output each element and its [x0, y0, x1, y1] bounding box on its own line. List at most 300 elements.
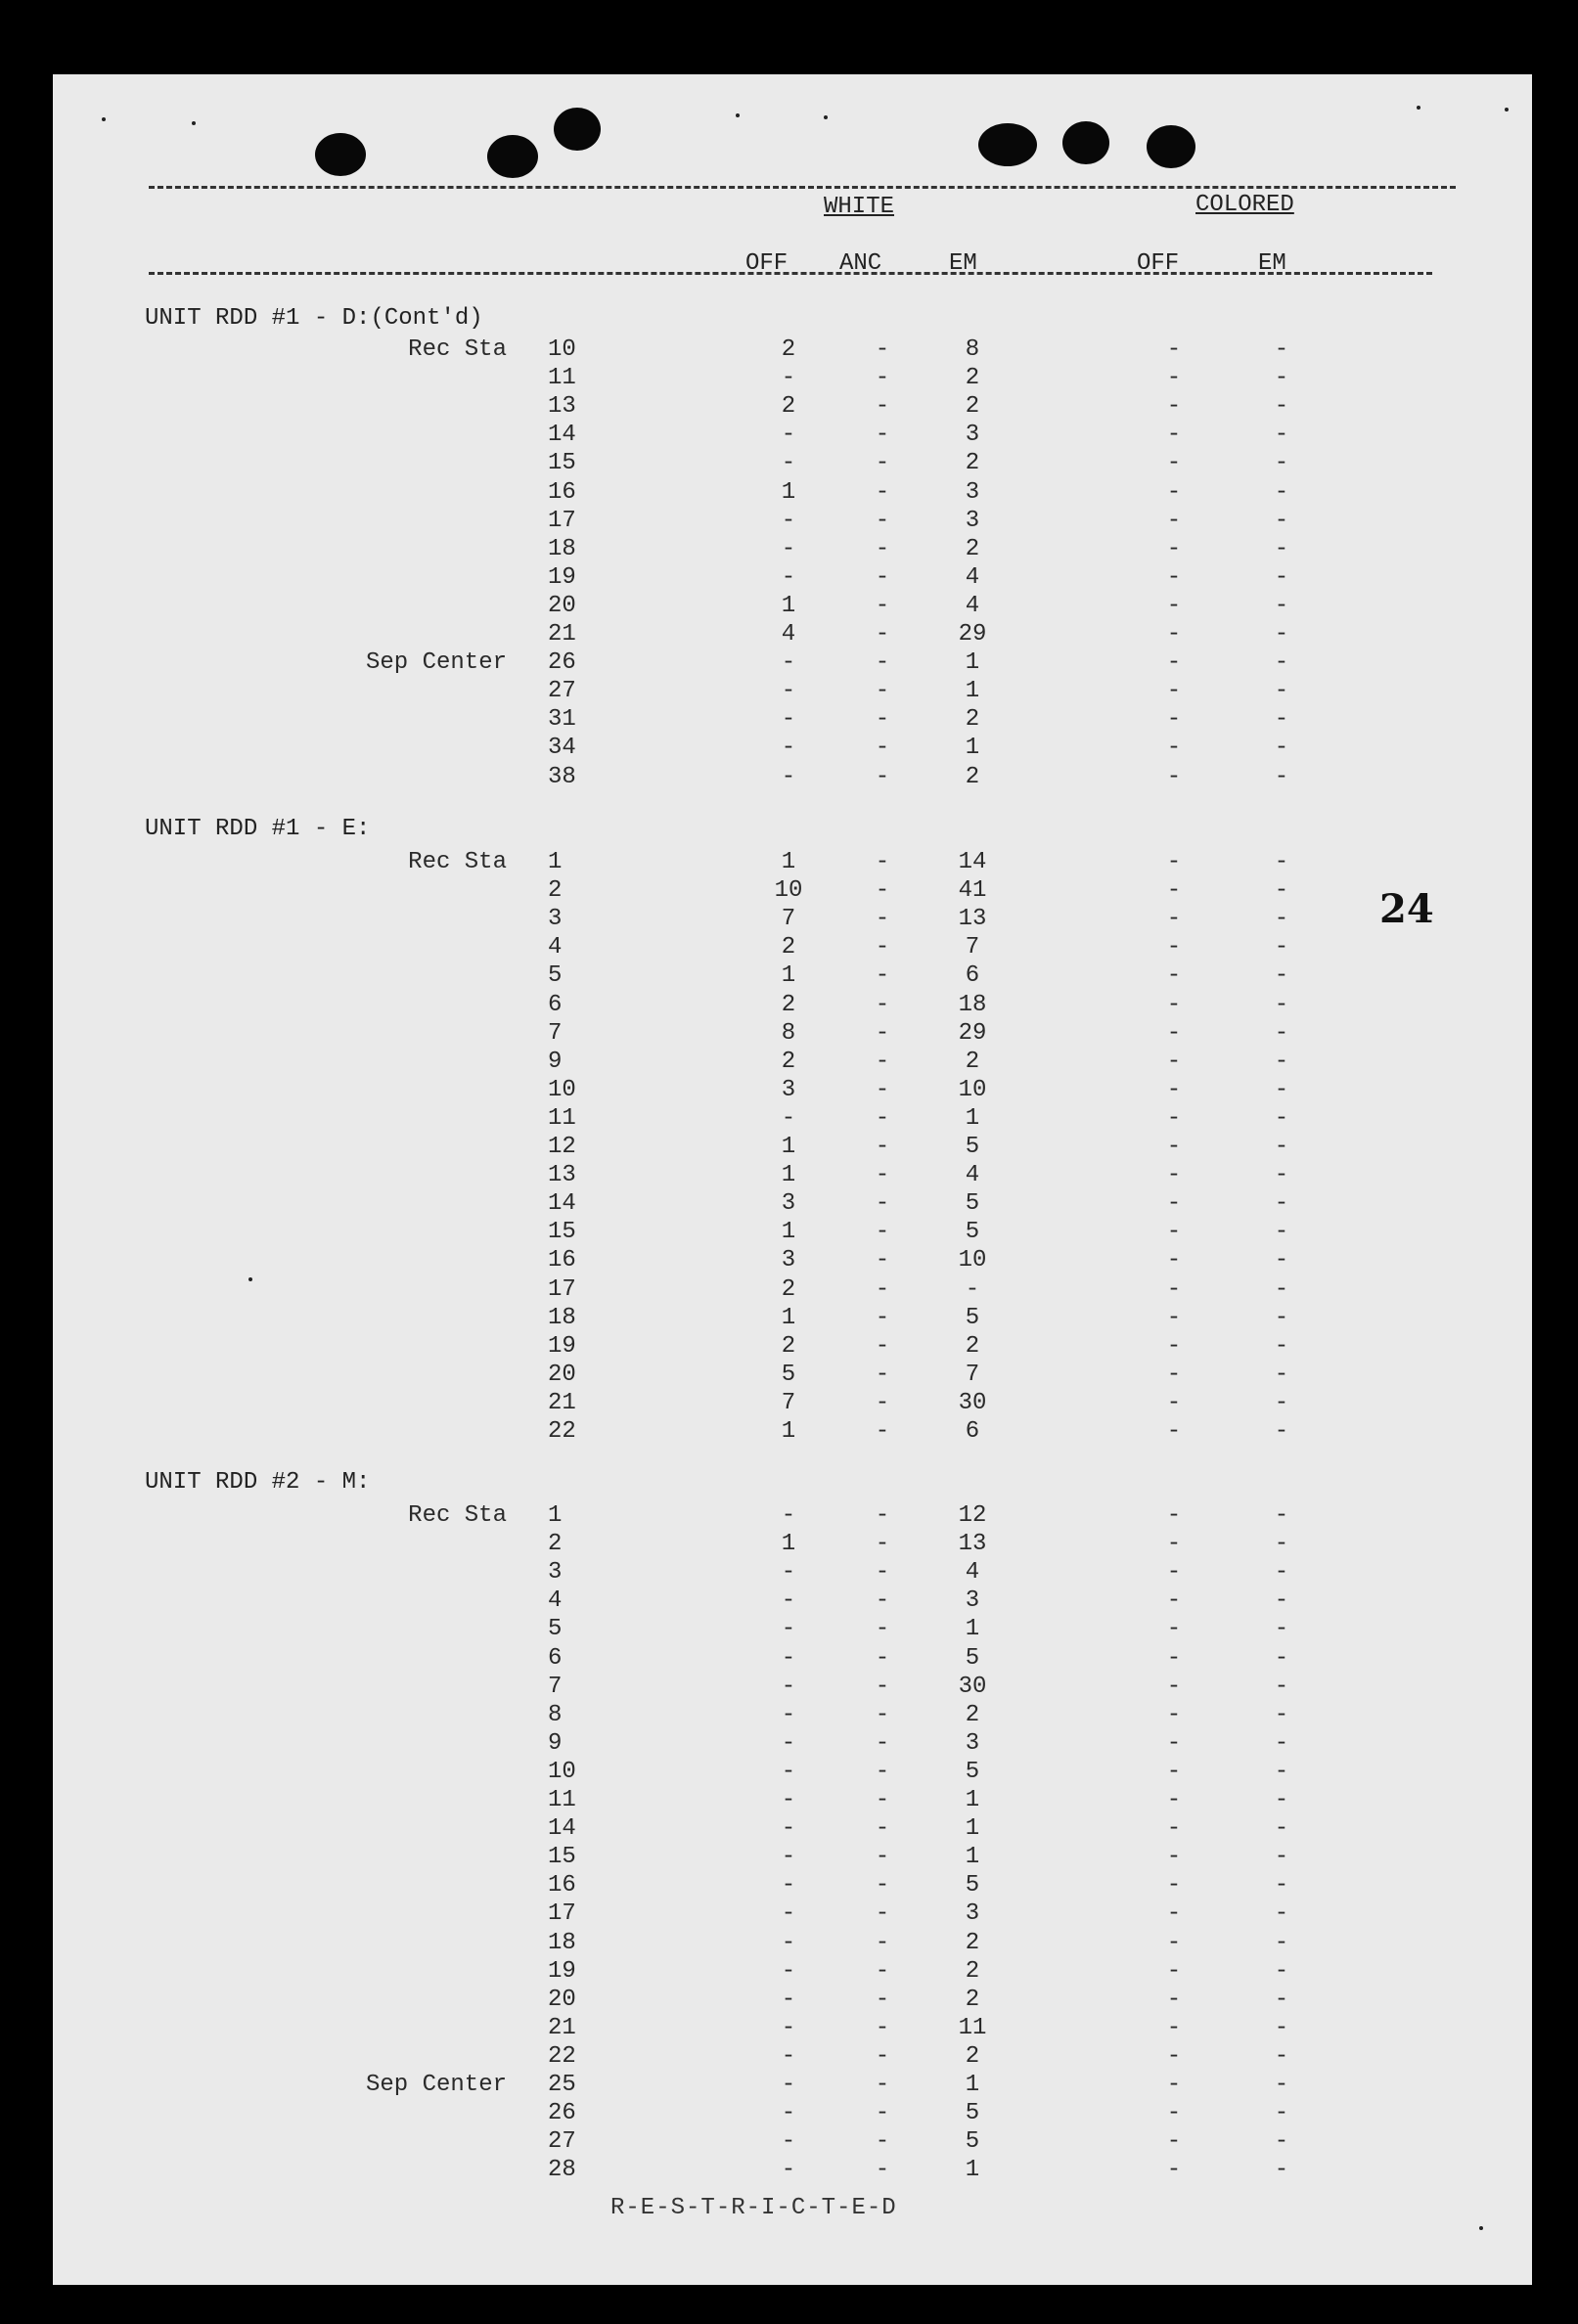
cell-num: 20	[548, 1986, 576, 2013]
cell-c-off: -	[1166, 1418, 1182, 1445]
cell-c-off: -	[1166, 563, 1182, 591]
cell-w-em: 4	[965, 1559, 980, 1587]
cell-num: 12	[548, 1134, 576, 1160]
cell-w-anc: -	[875, 1502, 890, 1529]
cell-c-em: -	[1274, 1900, 1289, 1928]
cell-w-em: 1	[965, 1844, 980, 1871]
cell-w-em: 13	[958, 906, 987, 933]
cell-c-em: -	[1274, 1872, 1289, 1899]
cell-w-em: 2	[965, 393, 980, 421]
header-rule-bottom	[149, 272, 1432, 275]
cell-c-off: -	[1166, 1361, 1182, 1388]
cell-w-off: -	[781, 1929, 796, 1956]
cell-w-off: 2	[781, 1048, 796, 1075]
header-colored: COLORED	[1195, 192, 1294, 218]
cell-c-em: -	[1274, 1048, 1289, 1075]
cell-c-em: -	[1274, 1729, 1289, 1757]
station-label: Sep Center	[365, 649, 507, 677]
cell-num: 4	[548, 1587, 563, 1615]
cell-c-em: -	[1274, 1644, 1289, 1672]
cell-c-em: -	[1274, 1418, 1289, 1445]
cell-w-em: 5	[965, 1758, 980, 1785]
cell-c-em: -	[1274, 1616, 1289, 1643]
cell-c-off: -	[1166, 1389, 1182, 1416]
cell-w-em: 1	[965, 1616, 980, 1643]
cell-w-anc: -	[875, 1701, 890, 1728]
cell-w-anc: -	[875, 1844, 890, 1871]
cell-w-anc: -	[875, 1787, 890, 1813]
col-header-colored-em: EM	[1258, 250, 1286, 277]
cell-w-em: 3	[965, 1587, 980, 1615]
cell-w-anc: -	[875, 2072, 890, 2098]
cell-w-off: -	[781, 563, 796, 591]
cell-num: 28	[548, 2157, 576, 2184]
cell-c-off: -	[1166, 1929, 1182, 1956]
cell-w-off: 2	[781, 934, 796, 961]
cell-w-anc: -	[875, 1587, 890, 1615]
cell-w-off: -	[781, 706, 796, 734]
cell-w-em: 2	[965, 1332, 980, 1360]
cell-w-em: 5	[965, 1190, 980, 1218]
cell-w-anc: -	[875, 962, 890, 990]
cell-w-anc: -	[875, 1758, 890, 1785]
cell-w-off: 2	[781, 1275, 796, 1303]
cell-c-em: -	[1274, 934, 1289, 961]
cell-w-off: -	[781, 1104, 796, 1132]
cell-w-off: -	[781, 1502, 796, 1529]
cell-w-em: 2	[965, 1048, 980, 1075]
cell-w-em: 3	[965, 422, 980, 449]
cell-w-anc: -	[875, 849, 890, 875]
cell-w-off: 5	[781, 1361, 796, 1388]
cell-num: 26	[548, 2100, 576, 2127]
cell-w-anc: -	[875, 763, 890, 790]
cell-c-em: -	[1274, 2072, 1289, 2098]
cell-num: 14	[548, 422, 576, 449]
cell-w-off: 1	[781, 962, 796, 990]
cell-num: 18	[548, 1304, 576, 1331]
cell-w-off: -	[781, 1844, 796, 1871]
cell-c-em: -	[1274, 763, 1289, 790]
cell-c-em: -	[1274, 1219, 1289, 1246]
cell-w-em: 1	[965, 2157, 980, 2184]
cell-w-anc: -	[875, 649, 890, 677]
cell-c-off: -	[1166, 934, 1182, 961]
cell-w-anc: -	[875, 393, 890, 421]
cell-c-off: -	[1166, 2042, 1182, 2070]
cell-c-em: -	[1274, 393, 1289, 421]
cell-c-off: -	[1166, 2014, 1182, 2041]
cell-w-em: 1	[965, 735, 980, 762]
cell-w-off: 1	[781, 1304, 796, 1331]
cell-w-off: -	[781, 507, 796, 534]
cell-w-off: 1	[781, 1162, 796, 1189]
cell-w-em: 2	[965, 763, 980, 790]
cell-w-off: -	[781, 763, 796, 790]
punch-hole	[554, 108, 601, 151]
cell-w-off: 7	[781, 1389, 796, 1416]
cell-c-em: -	[1274, 1019, 1289, 1047]
cell-num: 26	[548, 649, 576, 677]
scan-speck	[248, 1277, 252, 1281]
cell-w-anc: -	[875, 934, 890, 961]
cell-w-off: -	[781, 535, 796, 562]
cell-c-em: -	[1274, 906, 1289, 933]
cell-c-off: -	[1166, 2157, 1182, 2184]
cell-w-off: -	[781, 649, 796, 677]
cell-w-em: 1	[965, 2072, 980, 2098]
cell-c-em: -	[1274, 649, 1289, 677]
cell-w-em: 30	[958, 1673, 987, 1700]
cell-w-anc: -	[875, 1048, 890, 1075]
cell-num: 14	[548, 1815, 576, 1843]
cell-w-off: -	[781, 2100, 796, 2127]
cell-w-anc: -	[875, 2042, 890, 2070]
cell-c-em: -	[1274, 849, 1289, 875]
cell-c-em: -	[1274, 962, 1289, 990]
cell-w-anc: -	[875, 906, 890, 933]
cell-c-off: -	[1166, 2128, 1182, 2156]
scan-speck	[102, 117, 106, 121]
cell-c-off: -	[1166, 1304, 1182, 1331]
cell-c-em: -	[1274, 621, 1289, 648]
cell-c-off: -	[1166, 2072, 1182, 2098]
cell-w-anc: -	[875, 2157, 890, 2184]
cell-w-anc: -	[875, 422, 890, 449]
cell-num: 16	[548, 1872, 576, 1899]
cell-w-em: 7	[965, 1361, 980, 1388]
cell-c-em: -	[1274, 592, 1289, 619]
cell-w-anc: -	[875, 2100, 890, 2127]
cell-w-off: 1	[781, 1219, 796, 1246]
cell-num: 11	[548, 1104, 576, 1132]
cell-w-em: 3	[965, 478, 980, 506]
cell-c-em: -	[1274, 1134, 1289, 1160]
cell-w-off: 3	[781, 1247, 796, 1274]
cell-num: 13	[548, 1162, 576, 1189]
cell-w-anc: -	[875, 706, 890, 734]
cell-w-off: -	[781, 678, 796, 705]
cell-c-em: -	[1274, 1531, 1289, 1558]
cell-w-off: -	[781, 422, 796, 449]
cell-w-em: 1	[965, 1787, 980, 1813]
cell-w-off: 3	[781, 1076, 796, 1103]
cell-c-off: -	[1166, 535, 1182, 562]
header-white: WHITE	[824, 194, 895, 220]
cell-w-em: 5	[965, 1304, 980, 1331]
cell-num: 27	[548, 678, 576, 705]
cell-num: 7	[548, 1673, 563, 1700]
cell-c-off: -	[1166, 422, 1182, 449]
cell-w-em: 2	[965, 706, 980, 734]
cell-c-em: -	[1274, 1701, 1289, 1728]
cell-c-off: -	[1166, 1587, 1182, 1615]
cell-w-em: 1	[965, 649, 980, 677]
cell-w-em: -	[965, 1275, 980, 1303]
cell-w-anc: -	[875, 1076, 890, 1103]
scan-speck	[1479, 2226, 1483, 2230]
cell-c-off: -	[1166, 1134, 1182, 1160]
cell-c-em: -	[1274, 1502, 1289, 1529]
cell-w-em: 6	[965, 962, 980, 990]
cell-c-em: -	[1274, 336, 1289, 363]
cell-w-off: -	[781, 1787, 796, 1813]
cell-c-em: -	[1274, 1275, 1289, 1303]
cell-num: 6	[548, 1644, 563, 1672]
cell-w-off: -	[781, 1815, 796, 1843]
cell-num: 27	[548, 2128, 576, 2156]
cell-w-anc: -	[875, 1986, 890, 2013]
cell-num: 34	[548, 735, 576, 762]
cell-w-anc: -	[875, 1531, 890, 1558]
station-label: Rec Sta	[408, 336, 507, 363]
cell-w-off: 10	[774, 877, 803, 905]
cell-w-anc: -	[875, 507, 890, 534]
cell-num: 3	[548, 906, 563, 933]
cell-w-off: -	[781, 450, 796, 477]
cell-c-off: -	[1166, 1219, 1182, 1246]
cell-w-em: 5	[965, 2128, 980, 2156]
cell-num: 19	[548, 1332, 576, 1360]
cell-w-off: -	[781, 1758, 796, 1785]
cell-w-off: 3	[781, 1190, 796, 1218]
cell-w-anc: -	[875, 563, 890, 591]
station-label: Rec Sta	[408, 1502, 507, 1529]
cell-c-off: -	[1166, 1900, 1182, 1928]
cell-w-em: 5	[965, 1219, 980, 1246]
cell-c-em: -	[1274, 1190, 1289, 1218]
cell-w-off: -	[781, 1559, 796, 1587]
cell-c-off: -	[1166, 478, 1182, 506]
col-header-white-em: EM	[949, 250, 977, 277]
cell-w-anc: -	[875, 1559, 890, 1587]
cell-w-off: -	[781, 1701, 796, 1728]
cell-c-em: -	[1274, 991, 1289, 1018]
cell-c-off: -	[1166, 2100, 1182, 2127]
cell-w-anc: -	[875, 1900, 890, 1928]
cell-w-off: -	[781, 2014, 796, 2041]
cell-c-off: -	[1166, 1247, 1182, 1274]
cell-num: 5	[548, 962, 563, 990]
cell-num: 1	[548, 1502, 563, 1529]
cell-c-off: -	[1166, 1332, 1182, 1360]
cell-num: 19	[548, 563, 576, 591]
cell-c-em: -	[1274, 1929, 1289, 1956]
cell-w-em: 1	[965, 1815, 980, 1843]
cell-num: 1	[548, 849, 563, 875]
cell-w-em: 5	[965, 1134, 980, 1160]
cell-num: 20	[548, 592, 576, 619]
cell-c-em: -	[1274, 1758, 1289, 1785]
cell-w-em: 3	[965, 1900, 980, 1928]
cell-w-anc: -	[875, 621, 890, 648]
cell-w-em: 11	[958, 2014, 987, 2041]
cell-c-off: -	[1166, 735, 1182, 762]
cell-c-em: -	[1274, 1247, 1289, 1274]
col-header-colored-off: OFF	[1137, 250, 1180, 277]
cell-w-em: 2	[965, 1986, 980, 2013]
cell-w-em: 10	[958, 1076, 987, 1103]
cell-w-anc: -	[875, 1247, 890, 1274]
cell-num: 19	[548, 1957, 576, 1985]
cell-w-em: 1	[965, 678, 980, 705]
cell-w-em: 13	[958, 1531, 987, 1558]
cell-w-em: 5	[965, 1644, 980, 1672]
cell-c-off: -	[1166, 450, 1182, 477]
section-title: UNIT RDD #1 - E:	[145, 816, 371, 842]
cell-w-off: -	[781, 365, 796, 392]
cell-w-off: 1	[781, 1418, 796, 1445]
cell-num: 21	[548, 1389, 576, 1416]
cell-w-anc: -	[875, 336, 890, 363]
cell-c-off: -	[1166, 592, 1182, 619]
cell-w-em: 2	[965, 365, 980, 392]
cell-w-em: 5	[965, 2100, 980, 2127]
cell-w-anc: -	[875, 1673, 890, 1700]
cell-num: 11	[548, 365, 576, 392]
cell-w-off: 2	[781, 991, 796, 1018]
cell-w-anc: -	[875, 1104, 890, 1132]
punch-hole	[1062, 121, 1109, 164]
cell-w-off: -	[781, 1673, 796, 1700]
cell-num: 21	[548, 2014, 576, 2041]
cell-w-anc: -	[875, 1644, 890, 1672]
station-label: Rec Sta	[408, 849, 507, 875]
cell-c-off: -	[1166, 991, 1182, 1018]
cell-w-anc: -	[875, 365, 890, 392]
cell-w-off: -	[781, 1986, 796, 2013]
cell-w-anc: -	[875, 450, 890, 477]
cell-c-off: -	[1166, 1048, 1182, 1075]
cell-w-anc: -	[875, 1929, 890, 1956]
cell-num: 5	[548, 1616, 563, 1643]
cell-c-off: -	[1166, 1076, 1182, 1103]
cell-w-anc: -	[875, 1361, 890, 1388]
cell-num: 2	[548, 1531, 563, 1558]
scan-speck	[1417, 106, 1420, 110]
cell-c-off: -	[1166, 706, 1182, 734]
cell-c-off: -	[1166, 1787, 1182, 1813]
scan-speck	[1505, 108, 1509, 112]
cell-w-off: -	[781, 1616, 796, 1643]
cell-c-em: -	[1274, 678, 1289, 705]
cell-w-anc: -	[875, 877, 890, 905]
cell-w-em: 18	[958, 991, 987, 1018]
cell-c-off: -	[1166, 1559, 1182, 1587]
section-title: UNIT RDD #1 - D:(Cont'd)	[145, 305, 483, 332]
cell-c-off: -	[1166, 877, 1182, 905]
cell-c-em: -	[1274, 1815, 1289, 1843]
cell-num: 17	[548, 1275, 576, 1303]
cell-w-off: 2	[781, 1332, 796, 1360]
cell-c-em: -	[1274, 1162, 1289, 1189]
cell-c-em: -	[1274, 1304, 1289, 1331]
cell-num: 20	[548, 1361, 576, 1388]
cell-w-em: 2	[965, 1957, 980, 1985]
scan-speck	[824, 115, 828, 119]
cell-w-anc: -	[875, 1190, 890, 1218]
cell-c-em: -	[1274, 1332, 1289, 1360]
cell-num: 14	[548, 1190, 576, 1218]
cell-w-em: 2	[965, 1701, 980, 1728]
page-number: 24	[1379, 886, 1434, 932]
cell-num: 15	[548, 450, 576, 477]
cell-num: 15	[548, 1219, 576, 1246]
cell-w-anc: -	[875, 1729, 890, 1757]
cell-w-em: 29	[958, 621, 987, 648]
cell-c-em: -	[1274, 365, 1289, 392]
cell-num: 17	[548, 507, 576, 534]
cell-w-off: 2	[781, 393, 796, 421]
cell-c-off: -	[1166, 1729, 1182, 1757]
cell-c-em: -	[1274, 877, 1289, 905]
cell-num: 17	[548, 1900, 576, 1928]
cell-w-off: -	[781, 1872, 796, 1899]
col-header-white-anc: ANC	[839, 250, 882, 277]
cell-c-off: -	[1166, 507, 1182, 534]
cell-w-off: 4	[781, 621, 796, 648]
scan-speck	[192, 121, 196, 125]
cell-c-em: -	[1274, 2100, 1289, 2127]
cell-c-em: -	[1274, 1587, 1289, 1615]
cell-w-anc: -	[875, 735, 890, 762]
cell-c-off: -	[1166, 1531, 1182, 1558]
cell-num: 21	[548, 621, 576, 648]
cell-w-off: -	[781, 1900, 796, 1928]
cell-c-off: -	[1166, 1162, 1182, 1189]
cell-w-em: 5	[965, 1872, 980, 1899]
cell-w-anc: -	[875, 1418, 890, 1445]
cell-c-em: -	[1274, 1787, 1289, 1813]
scan-speck	[736, 113, 740, 117]
cell-c-em: -	[1274, 1986, 1289, 2013]
cell-c-off: -	[1166, 962, 1182, 990]
cell-w-off: -	[781, 2128, 796, 2156]
cell-w-anc: -	[875, 535, 890, 562]
cell-w-off: -	[781, 1587, 796, 1615]
cell-w-off: 1	[781, 478, 796, 506]
cell-w-off: -	[781, 1957, 796, 1985]
cell-c-off: -	[1166, 1502, 1182, 1529]
cell-num: 10	[548, 336, 576, 363]
cell-num: 31	[548, 706, 576, 734]
cell-w-off: -	[781, 2042, 796, 2070]
punch-hole	[487, 135, 538, 178]
cell-num: 25	[548, 2072, 576, 2098]
cell-w-anc: -	[875, 1162, 890, 1189]
cell-c-off: -	[1166, 1872, 1182, 1899]
cell-w-em: 1	[965, 1104, 980, 1132]
cell-w-anc: -	[875, 478, 890, 506]
cell-c-em: -	[1274, 735, 1289, 762]
cell-num: 2	[548, 877, 563, 905]
punch-hole	[978, 123, 1037, 166]
cell-num: 10	[548, 1076, 576, 1103]
cell-c-em: -	[1274, 478, 1289, 506]
cell-c-em: -	[1274, 706, 1289, 734]
cell-w-anc: -	[875, 1134, 890, 1160]
cell-c-off: -	[1166, 1019, 1182, 1047]
cell-w-anc: -	[875, 678, 890, 705]
cell-c-off: -	[1166, 621, 1182, 648]
cell-w-anc: -	[875, 1957, 890, 1985]
cell-c-off: -	[1166, 1957, 1182, 1985]
cell-c-em: -	[1274, 2042, 1289, 2070]
cell-num: 38	[548, 763, 576, 790]
cell-num: 13	[548, 393, 576, 421]
cell-c-off: -	[1166, 763, 1182, 790]
cell-w-anc: -	[875, 1275, 890, 1303]
